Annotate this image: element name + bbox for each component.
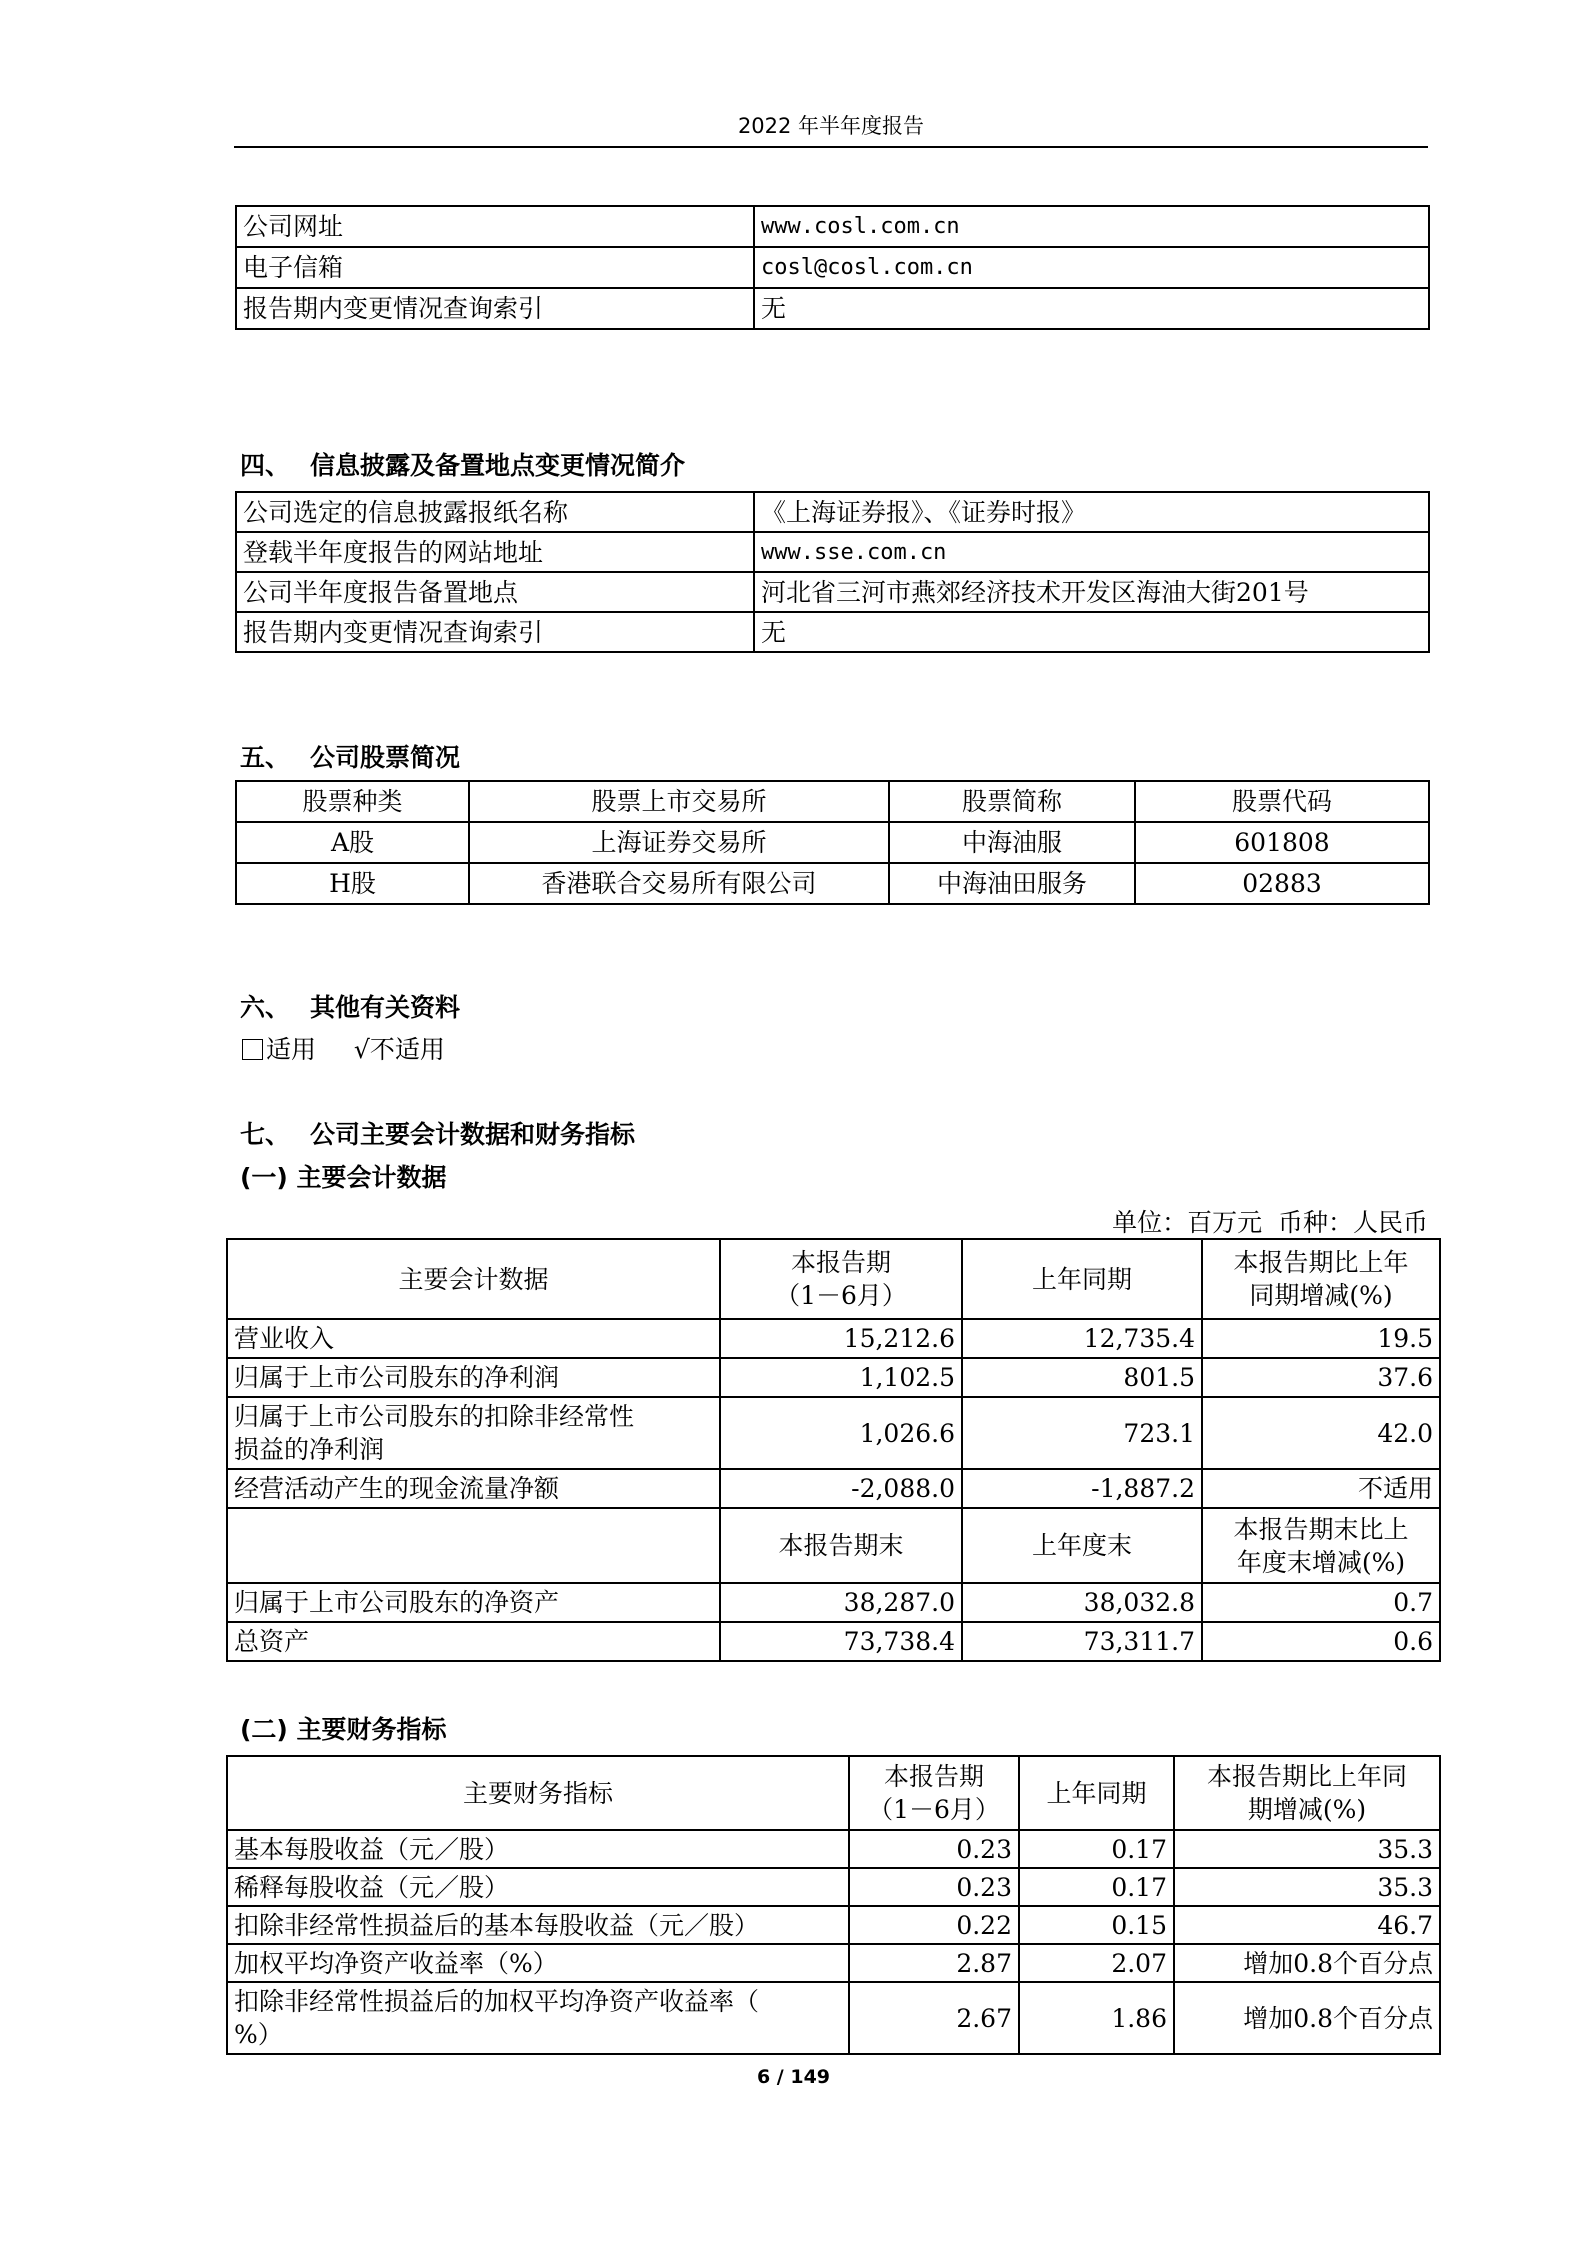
stock-table xyxy=(235,780,1430,905)
table-row xyxy=(227,1982,1440,2054)
column-header: 上年同期 xyxy=(1019,1756,1174,1830)
prior-value: 1.86 xyxy=(1019,1982,1174,2054)
table-row xyxy=(227,1319,1440,1358)
column-header: 上年度末 xyxy=(962,1508,1202,1583)
column-header xyxy=(849,1756,1019,1830)
current-value: -2,088.0 xyxy=(720,1469,962,1508)
prior-value: 73,311.7 xyxy=(962,1622,1202,1661)
current-value: 1,102.5 xyxy=(720,1358,962,1397)
header-line: （1－6月） xyxy=(775,1281,907,1310)
column-header: 股票上市交易所 xyxy=(469,781,889,822)
table-cell: 上海证券交易所 xyxy=(469,822,889,863)
column-header xyxy=(1202,1508,1440,1583)
row-label: 电子信箱 xyxy=(236,247,754,288)
section-6-heading xyxy=(240,988,460,1024)
company-email-link[interactable]: cosl@cosl.com.cn xyxy=(754,247,1429,288)
disclosure-table xyxy=(235,491,1430,653)
empty-header-cell xyxy=(227,1508,720,1583)
label-line: 扣除非经常性损益后的加权平均净资产收益率（ xyxy=(234,1987,760,2016)
change-value: 35.3 xyxy=(1174,1830,1440,1868)
change-value: 0.6 xyxy=(1202,1622,1440,1661)
table-header-row xyxy=(227,1239,1440,1319)
table-row xyxy=(236,612,1429,652)
column-header: 主要财务指标 xyxy=(227,1756,849,1830)
company-website-link[interactable]: www.cosl.com.cn xyxy=(754,206,1429,247)
current-value: 0.23 xyxy=(849,1868,1019,1906)
change-value: 不适用 xyxy=(1202,1469,1440,1508)
table-cell: A股 xyxy=(236,822,469,863)
header-line: （1－6月） xyxy=(868,1795,1000,1824)
header-line: 年度末增减(%) xyxy=(1236,1547,1406,1577)
table-row xyxy=(227,1397,1440,1469)
change-value: 19.5 xyxy=(1202,1319,1440,1358)
change-value: 增加0.8个百分点 xyxy=(1174,1982,1440,2054)
label-line: %） xyxy=(234,2020,283,2049)
column-header: 股票种类 xyxy=(236,781,469,822)
table-row xyxy=(236,492,1429,532)
table-row xyxy=(236,572,1429,612)
row-label xyxy=(227,1982,849,2054)
row-label: 营业收入 xyxy=(227,1319,720,1358)
column-header: 上年同期 xyxy=(962,1239,1202,1319)
prior-value: 2.07 xyxy=(1019,1944,1174,1982)
table-header-row xyxy=(227,1756,1440,1830)
prior-value: 0.15 xyxy=(1019,1906,1174,1944)
current-value: 0.23 xyxy=(849,1830,1019,1868)
prior-value: -1,887.2 xyxy=(962,1469,1202,1508)
column-header: 股票代码 xyxy=(1135,781,1429,822)
current-value: 2.67 xyxy=(849,1982,1019,2054)
row-label: 稀释每股收益（元／股） xyxy=(227,1868,849,1906)
header-divider xyxy=(234,146,1428,148)
section-title: 公司主要会计数据和财务指标 xyxy=(310,1120,636,1149)
table-row xyxy=(227,1868,1440,1906)
header-line: 本报告期 xyxy=(790,1248,891,1277)
row-label: 经营活动产生的现金流量净额 xyxy=(227,1469,720,1508)
applicable-label: 适用 xyxy=(266,1035,317,1064)
table-cell: 香港联合交易所有限公司 xyxy=(469,863,889,904)
table-row xyxy=(227,1830,1440,1868)
row-label xyxy=(227,1397,720,1469)
subsection-2-heading: (二) 主要财务指标 xyxy=(240,1715,447,1744)
column-header xyxy=(1202,1239,1440,1319)
table-row xyxy=(227,1469,1440,1508)
table-row xyxy=(227,1358,1440,1397)
label-line: 归属于上市公司股东的扣除非经常性 xyxy=(234,1402,635,1431)
prior-value: 0.17 xyxy=(1019,1830,1174,1868)
column-header xyxy=(720,1239,962,1319)
column-header: 股票简称 xyxy=(889,781,1135,822)
table-header-row xyxy=(227,1508,1440,1583)
section-title: 信息披露及备置地点变更情况简介 xyxy=(310,451,686,480)
row-label: 加权平均净资产收益率（%） xyxy=(227,1944,849,1982)
table-row xyxy=(236,532,1429,572)
row-label: 登载半年度报告的网站地址 xyxy=(236,532,754,572)
header-line: 期增减(%) xyxy=(1247,1795,1367,1824)
prior-value: 0.17 xyxy=(1019,1868,1174,1906)
applicable-checkbox[interactable] xyxy=(242,1039,263,1060)
label-line: 损益的净利润 xyxy=(234,1435,385,1464)
change-value: 0.7 xyxy=(1202,1583,1440,1622)
header-line: 本报告期末比上 xyxy=(1233,1514,1409,1544)
table-row xyxy=(227,1622,1440,1661)
section-7-heading xyxy=(240,1115,635,1151)
row-label: 报告期内变更情况查询索引 xyxy=(236,288,754,329)
table-cell: 02883 xyxy=(1135,863,1429,904)
table-header-row xyxy=(236,781,1429,822)
current-value: 2.87 xyxy=(849,1944,1019,1982)
table-row xyxy=(236,863,1429,904)
current-value: 38,287.0 xyxy=(720,1583,962,1622)
section-5-heading xyxy=(240,738,460,774)
current-value: 73,738.4 xyxy=(720,1622,962,1661)
change-value: 增加0.8个百分点 xyxy=(1174,1944,1440,1982)
section-title: 其他有关资料 xyxy=(310,993,461,1022)
row-value: 无 xyxy=(754,612,1429,652)
prior-value: 723.1 xyxy=(962,1397,1202,1469)
row-label: 公司半年度报告备置地点 xyxy=(236,572,754,612)
header-line: 同期增减(%) xyxy=(1249,1281,1393,1310)
row-label: 归属于上市公司股东的净利润 xyxy=(227,1358,720,1397)
row-label: 公司选定的信息披露报纸名称 xyxy=(236,492,754,532)
subsection-1-heading: (一) 主要会计数据 xyxy=(240,1163,447,1192)
row-label: 总资产 xyxy=(227,1622,720,1661)
row-label: 扣除非经常性损益后的基本每股收益（元／股） xyxy=(227,1906,849,1944)
company-contact-table xyxy=(235,205,1430,330)
sse-website-link[interactable]: www.sse.com.cn xyxy=(754,532,1429,572)
prior-value: 38,032.8 xyxy=(962,1583,1202,1622)
prior-value: 801.5 xyxy=(962,1358,1202,1397)
header-line: 本报告期 xyxy=(883,1762,984,1791)
table-row xyxy=(236,206,1429,247)
row-value: 《上海证券报》、《证券时报》 xyxy=(754,492,1429,532)
table-cell: 中海油服 xyxy=(889,822,1135,863)
change-value: 46.7 xyxy=(1174,1906,1440,1944)
current-value: 0.22 xyxy=(849,1906,1019,1944)
unit-currency-note: 单位：百万元 币种：人民币 xyxy=(1112,1208,1428,1237)
page-header-title: 2022 年半年度报告 xyxy=(737,114,925,138)
change-value: 42.0 xyxy=(1202,1397,1440,1469)
current-value: 15,212.6 xyxy=(720,1319,962,1358)
current-value: 1,026.6 xyxy=(720,1397,962,1469)
table-row xyxy=(236,247,1429,288)
accounting-data-table xyxy=(226,1238,1441,1662)
row-label: 报告期内变更情况查询索引 xyxy=(236,612,754,652)
table-row xyxy=(236,822,1429,863)
row-label: 归属于上市公司股东的净资产 xyxy=(227,1583,720,1622)
page-number: 6 / 149 xyxy=(756,2066,831,2088)
section-number: 四、 xyxy=(240,451,291,480)
section-number: 五、 xyxy=(240,743,291,772)
section-number: 七、 xyxy=(240,1120,291,1149)
prior-value: 12,735.4 xyxy=(962,1319,1202,1358)
section-number: 六、 xyxy=(240,993,291,1022)
row-label: 公司网址 xyxy=(236,206,754,247)
row-value: 无 xyxy=(754,288,1429,329)
table-row xyxy=(227,1906,1440,1944)
section-title: 公司股票简况 xyxy=(310,743,461,772)
change-value: 37.6 xyxy=(1202,1358,1440,1397)
table-row xyxy=(227,1944,1440,1982)
table-cell: H股 xyxy=(236,863,469,904)
table-cell: 中海油田服务 xyxy=(889,863,1135,904)
column-header: 本报告期末 xyxy=(720,1508,962,1583)
table-cell: 601808 xyxy=(1135,822,1429,863)
table-row xyxy=(236,288,1429,329)
column-header: 主要会计数据 xyxy=(227,1239,720,1319)
applicability-options xyxy=(242,1030,445,1066)
column-header xyxy=(1174,1756,1440,1830)
not-applicable-option: √不适用 xyxy=(353,1035,445,1064)
section-4-heading xyxy=(240,446,685,482)
header-line: 本报告期比上年 xyxy=(1233,1248,1409,1277)
row-value: 河北省三河市燕郊经济技术开发区海油大街201号 xyxy=(754,572,1429,612)
header-line: 本报告期比上年同 xyxy=(1206,1762,1407,1791)
row-label: 基本每股收益（元／股） xyxy=(227,1830,849,1868)
table-row xyxy=(227,1583,1440,1622)
change-value: 35.3 xyxy=(1174,1868,1440,1906)
financial-indicators-table xyxy=(226,1755,1441,2055)
